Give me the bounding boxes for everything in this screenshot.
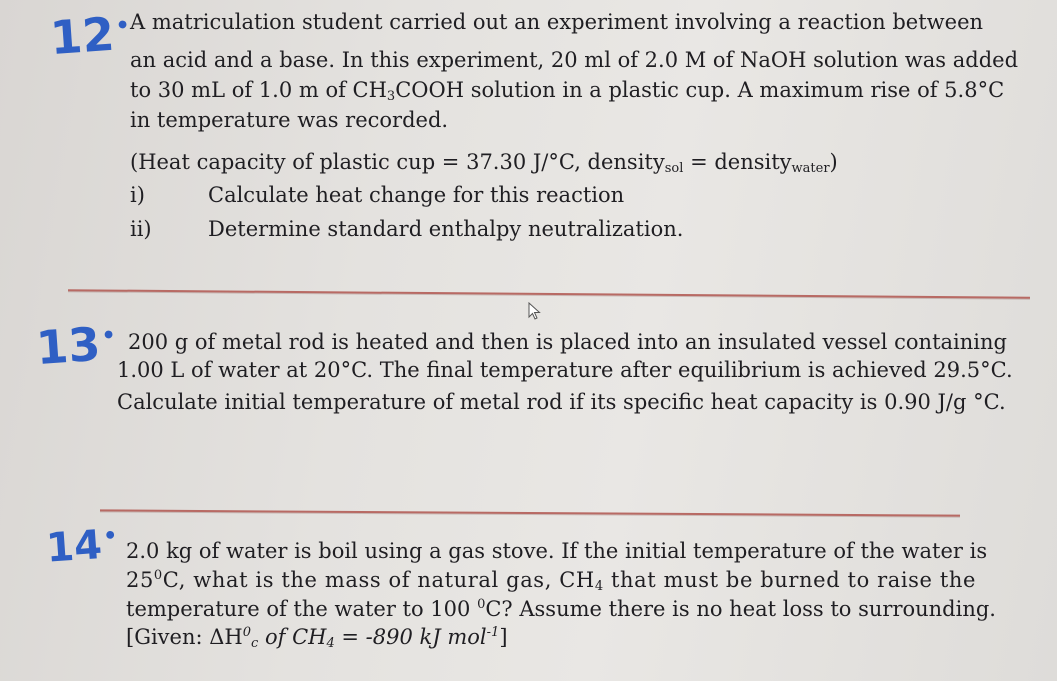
question-14-number: 14• xyxy=(44,521,119,572)
q12-line-1: A matriculation student carried out an experiment involving a reaction between xyxy=(130,10,984,34)
divider-1 xyxy=(68,289,1030,299)
q12-line-3: to 30 mL of 1.0 m of $CH_3COOH$ solution in a plastic cup. A maximum rise of 5.8°C xyxy=(130,78,1005,104)
q12-part-2: ii) Determine standard enthalpy neutralization. xyxy=(130,217,684,241)
q12-given: (Heat capacity of plastic cup = 37.30 J/°C, density$_{sol}$ = density$_{water}$) xyxy=(130,150,838,176)
q13-line-3: Calculate initial temperature of metal rod if its specific heat capacity is 0.90 J/g °C. xyxy=(117,390,1006,414)
q12-part-1: i) Calculate heat change for this reaction xyxy=(130,183,625,207)
q13-line-1: 200 g of metal rod is heated and then is placed into an insulated vessel containing xyxy=(128,330,1007,354)
q14-given: [Given: $\Delta H^0_c$ of $CH_4 = -890$ kJ mol$^{-1}$] xyxy=(126,625,508,651)
q14-line-3: temperature of the water to 100 $^0$C? Assume there is no heat loss to surrounding. xyxy=(126,597,996,621)
question-12-number: 12• xyxy=(48,6,131,66)
q12-line-2: an acid and a base. In this experiment, 20 ml of 2.0 M of NaOH solution was added xyxy=(130,48,1019,72)
q12-line-4: in temperature was recorded. xyxy=(130,108,449,132)
question-13-number: 13• xyxy=(34,316,117,376)
mouse-cursor-icon xyxy=(528,302,542,320)
q14-line-1: 2.0 kg of water is boil using a gas stove. If the initial temperature of the water is xyxy=(126,539,988,563)
q14-line-2: $25^0C$, what is the mass of natural gas, $CH_4$ that must be burned to raise the xyxy=(126,568,977,594)
divider-2 xyxy=(100,509,960,516)
q13-line-2: 1.00 L of water at 20°C. The final temperature after equilibrium is achieved 29.5°C. xyxy=(117,358,1013,382)
